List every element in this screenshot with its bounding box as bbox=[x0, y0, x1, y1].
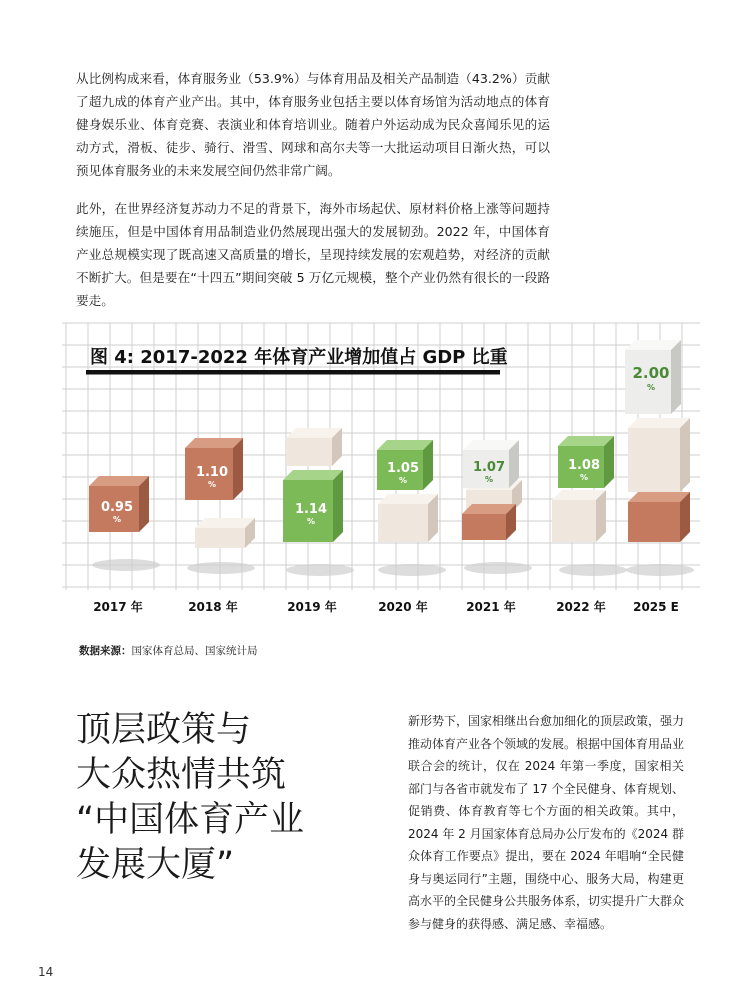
x-tick-label: 2017 年 bbox=[93, 600, 143, 614]
x-tick-label: 2019 年 bbox=[287, 600, 337, 614]
page-number: 14 bbox=[38, 965, 54, 979]
unit-label: % bbox=[484, 475, 494, 484]
paragraph-2: 此外，在世界经济复苏动力不足的背景下，海外市场起伏、原材料价格上涨等问题持续施压，但是中国体育用品制造业仍然展现出强大的发展韧劲。2022 年，中国体育产业总规模实现了既高速又高质量的增长，呈现持续发展的宏观趋势，对经济的贡献不断扩大。但是要在“十四五”期间突破 5 万亿元规模，整个产业仍然有很长的一段路要走。 bbox=[76, 201, 550, 308]
x-tick-label: 2020 年 bbox=[378, 600, 428, 614]
x-tick-label: 2025 E bbox=[633, 600, 679, 614]
bar-shadow bbox=[187, 562, 255, 574]
data-label: 2.00 bbox=[632, 364, 670, 382]
heading-line-1: 顶层政策与 bbox=[76, 710, 252, 750]
source-text: 国家体育总局、国家统计局 bbox=[131, 645, 258, 657]
source-label: 数据来源： bbox=[79, 645, 132, 657]
bar-base-cube bbox=[628, 418, 690, 492]
data-source bbox=[79, 643, 258, 658]
paragraph-1: 从比例构成来看，体育服务业（53.9%）与体育用品及相关产品制造（43.2%）贡献了超九成的体育产业产出。其中，体育服务业包括主要以体育场馆为活动地点的体育健身娱乐业、体育竞赛、表演业和体育培训业。随着户外运动成为民众喜闻乐见的运动方式，滑板、徒步、骑行、滑雪、网球和高尔夫等一大批运动项目日渐火热，可以预见体育服务业的未来发展空间仍然非常广阔。 bbox=[76, 71, 550, 178]
unit-label: % bbox=[306, 517, 316, 526]
bar-shadow bbox=[286, 564, 354, 576]
bar-shadow bbox=[559, 564, 627, 576]
bar-base-cube bbox=[378, 494, 438, 542]
x-tick-label: 2022 年 bbox=[556, 600, 606, 614]
data-label: 1.08 bbox=[567, 458, 601, 473]
chart-cubes bbox=[89, 340, 694, 576]
data-label: 1.10 bbox=[195, 465, 229, 480]
data-label: 1.05 bbox=[386, 461, 420, 476]
heading-line-4: 发展大厦” bbox=[76, 845, 235, 885]
unit-label: % bbox=[207, 480, 217, 489]
bar-shadow bbox=[378, 564, 446, 576]
x-tick-label: 2018 年 bbox=[188, 600, 238, 614]
bar-shadow bbox=[92, 559, 160, 571]
unit-label: % bbox=[398, 476, 408, 485]
x-tick-label: 2021 年 bbox=[466, 600, 516, 614]
data-label: 1.07 bbox=[472, 460, 506, 475]
bar-base-cube bbox=[552, 490, 606, 542]
heading-line-2: 大众热情共筑 bbox=[76, 755, 287, 795]
unit-label: % bbox=[646, 383, 656, 392]
bar-shadow bbox=[626, 564, 694, 576]
chart-title: 图 4: 2017-2022 年体育产业增加值占 GDP 比重 bbox=[90, 347, 508, 368]
data-label: 0.95 bbox=[100, 500, 134, 515]
bar-base-cube bbox=[462, 504, 516, 540]
bar-base-cube bbox=[195, 518, 255, 548]
bar-base-cube bbox=[628, 492, 690, 542]
data-label: 1.14 bbox=[294, 502, 328, 517]
heading-line-3: “中国体育产业 bbox=[76, 800, 305, 840]
paragraph-3: 新形势下，国家相继出台愈加细化的顶层政策，强力推动体育产业各个领域的发展。根据中国体育用品业联合会的统计，仅在 2024 年第一季度，国家相关部门与各省市就发布了 17 个全民健身、体育规划、促销费、体育教育等七个方面的相关政策。其中，2024 年 2 月国家体育总局办公厅发布的《2024 群众体育工作要点》提出，要在 2024 年唱响“全民健身与奥运同行”主题，围绕中心、服务大局，构建更高水平的全民健身公共服务体系，切实提升广大群众参与健身的获得感、满足感、幸福感。 bbox=[408, 714, 685, 931]
bar-base-cube bbox=[286, 428, 342, 466]
unit-label: % bbox=[579, 473, 589, 482]
section-heading bbox=[76, 708, 304, 888]
bar-shadow bbox=[464, 562, 532, 574]
title-underline bbox=[86, 370, 500, 375]
unit-label: % bbox=[112, 515, 122, 524]
